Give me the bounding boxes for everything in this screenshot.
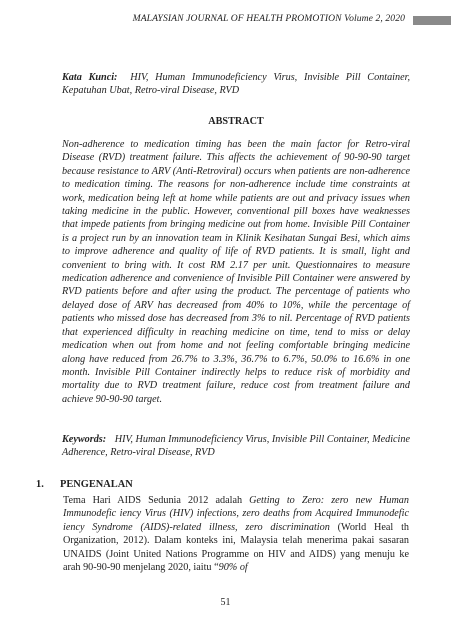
abstract-heading: ABSTRACT	[208, 116, 264, 127]
page-number: 51	[220, 597, 231, 608]
kata-kunci-block	[62, 71, 410, 98]
kata-kunci-text: HIV, Human Immunodeficiency Virus, Invisible Pill Container, Kepatuhan Ubat, Retro-viral Disease, RVD	[62, 72, 411, 97]
kata-kunci-label: Kata Kunci:	[62, 72, 118, 83]
abstract-block	[62, 138, 410, 406]
intro-text-4: 90% of	[218, 562, 248, 574]
intro-text-3: (World Heal th Organization, 2012). Dalam konteks ini, Malaysia telah menerima pakai sasaran UNAIDS (Joint United Nations Programme on HIV and AIDS) yang menuju ke arah 90-90-90 menjelang 2020, iaitu “	[63, 521, 410, 574]
header-bar	[413, 16, 451, 25]
intro-paragraph	[63, 494, 409, 574]
section-title: PENGENALAN	[60, 479, 133, 490]
keywords-label: Keywords:	[62, 434, 107, 445]
intro-text-2: Getting to Zero: zero new Human Immunodefic iency Virus (HIV) infections, zero deaths from Acquired Immunodefic iency Syndrome (AIDS)-related illness, zero discrimination	[63, 495, 409, 533]
section-number: 1.	[36, 479, 44, 490]
journal-title: MALAYSIAN JOURNAL OF HEALTH PROMOTION Volume 2, 2020	[132, 13, 405, 24]
keywords-block	[62, 433, 410, 460]
abstract-body: Non-adherence to medication timing has been the main factor for Retro-viral Disease (RVD) treatment failure. This affects the achievement of 90-90-90 target because resistance to ARV (Anti-Retroviral) occurs when patients are non-adherence to medication timing. The reasons for non-adherence include time constraints at work, medication being left at home while patients are out and privacy issues when taking medicine in the public. However, conventional pill boxes have weaknesses that impede patients from bringing medicine out from home. Invisible Pill Container is a project run by an innovation team in Klinik Kesihatan Sungai Besi, which aims to improve adherence and quality of life of RVD patients. It is small, light and convenient to bring with. It cost RM 2.17 per unit. Questionnaires to measure medication adherence and convenience of Invisible Pill Container were answered by RVD patients before and after using the product. The percentage of patients who delayed dose of ARV has decreased from 40% to 10%, while the percentage of patients who missed dose has decreased from 3% to nil. Percentage of RVD patients that experienced difficulty in reaching medicine on time, tend to miss or delay medication when out from home and not feeling comfortable bringing medicine along have reduced from 26.7% to 3.3%, 36.7% to 6.7%, 50.0% to 16.6% in one month. Invisible Pill Container indirectly helps to reduce risk of morbidity and mortality due to RVD treatment failure, reduce cost from treatment failure and achieve 90-90-90 target.	[62, 139, 410, 405]
intro-block	[63, 494, 409, 574]
intro-text-1: Tema Hari AIDS Sedunia 2012 adalah	[63, 495, 250, 506]
running-header	[0, 13, 451, 29]
section-heading	[36, 479, 133, 490]
keywords-text: HIV, Human Immunodeficiency Virus, Invisible Pill Container, Medicine Adherence, Retro-viral Disease, RVD	[62, 434, 411, 459]
